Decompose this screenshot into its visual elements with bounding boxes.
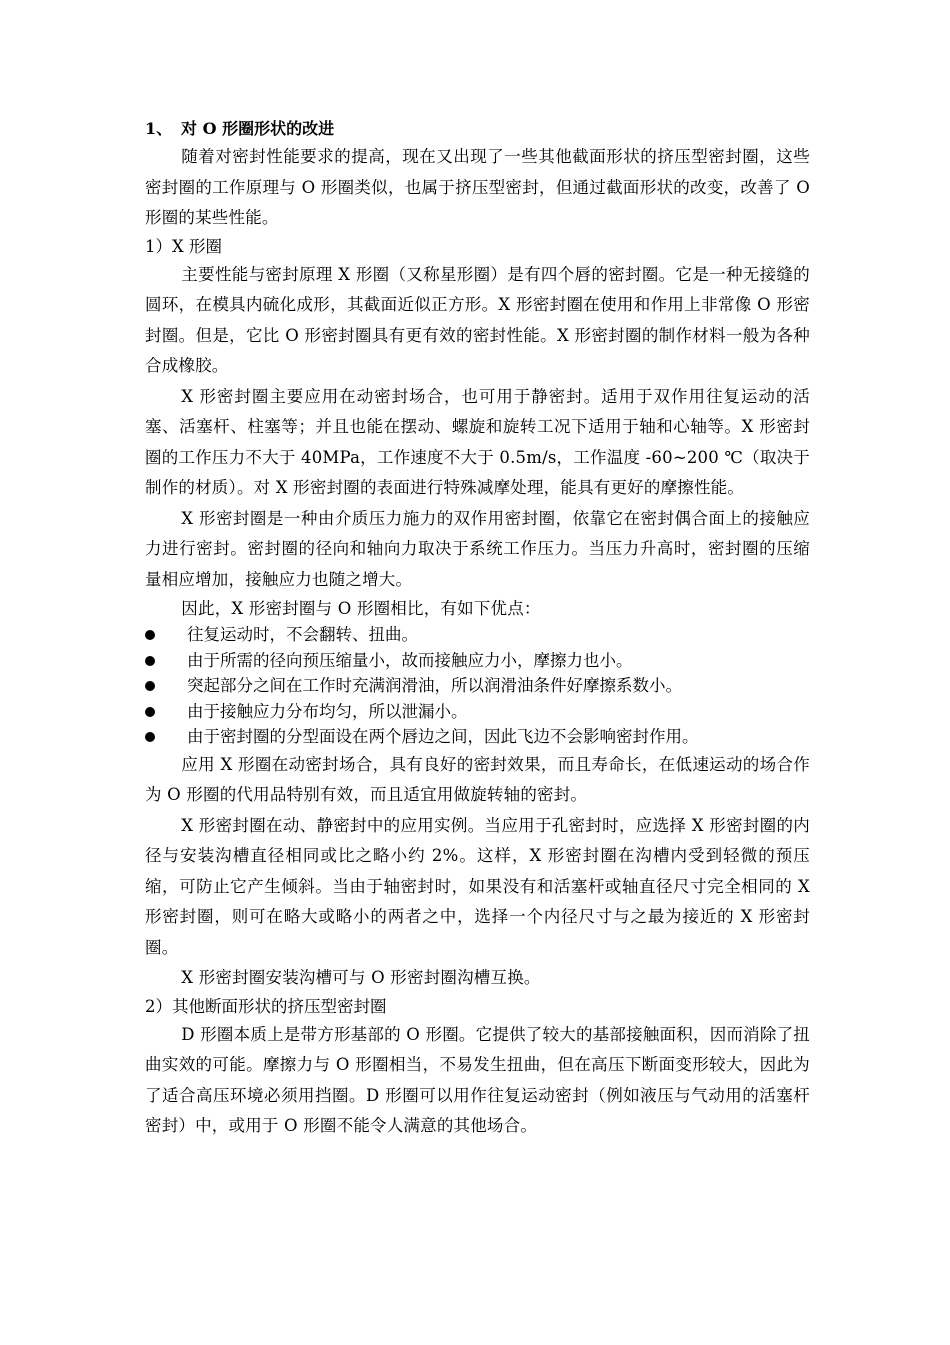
bullet-icon: [145, 707, 155, 717]
bullet-icon: [145, 656, 155, 666]
list-item: 由于密封圈的分型面设在两个唇边之间，因此飞边不会影响密封作用。: [145, 724, 810, 750]
list-item: 突起部分之间在工作时充满润滑油，所以润滑油条件好摩擦系数小。: [145, 673, 810, 699]
section-number: 1、: [145, 119, 173, 138]
advantages-intro: 因此，X 形密封圈与 O 形圈相比，有如下优点：: [181, 599, 541, 618]
section-heading: [145, 116, 810, 142]
document-page: [145, 116, 810, 1142]
bullet-icon: [145, 732, 155, 742]
other-shapes-paragraph-1: D 形圈本质上是带方形基部的 O 形圈。它提供了较大的基部接触面积，因而消除了扭曲实效的可能。摩擦力与 O 形圈相当，不易发生扭曲，但在高压下断面变形较大，因此为了适合高压环境必须用挡圈。D 形圈可以用作往复运动密封（例如液压与气动用的活塞杆密封）中，或用于 O 形圈不能令人满意的其他场合。: [145, 1024, 810, 1135]
list-item: 由于接触应力分布均匀，所以泄漏小。: [145, 699, 810, 725]
x-ring-heading: 1）X 形圈: [145, 236, 222, 256]
x-ring-paragraph-5: X 形密封圈在动、静密封中的应用实例。当应用于孔密封时，应选择 X 形密封圈的内径与安装沟槽直径相同或比之略小约 2%。这样，X 形密封圈在沟槽内受到轻微的预压缩，可防止它产生倾斜。当由于轴密封时，如果没有和活塞杆或轴直径尺寸完全相同的 X 形密封圈，则可在略大或略小的两者之中，选择一个内径尺寸与之最为接近的 X 形密封圈。: [145, 815, 810, 957]
section-intro: 随着对密封性能要求的提高，现在又出现了一些其他截面形状的挤压型密封圈，这些密封圈的工作原理与 O 形圈类似，也属于挤压型密封，但通过截面形状的改变，改善了 O 形圈的某些性能。: [145, 147, 810, 227]
advantages-list: [145, 622, 810, 750]
bullet-icon: [145, 630, 155, 640]
section-title: 对 O 形圈形状的改进: [181, 119, 335, 138]
list-item: 往复运动时，不会翻转、扭曲。: [145, 622, 810, 648]
x-ring-paragraph-2: X 形密封圈主要应用在动密封场合，也可用于静密封。适用于双作用往复运动的活塞、活塞杆、柱塞等；并且也能在摆动、螺旋和旋转工况下适用于轴和心轴等。X 形密封圈的工作压力不大于 40MPa，工作速度不大于 0.5m/s，工作温度 -60~200 ℃（取决于制作的材质）。对 X 形密封圈的表面进行特殊减摩处理，能具有更好的摩擦性能。: [145, 386, 810, 497]
bullet-icon: [145, 681, 155, 691]
x-ring-paragraph-1: 主要性能与密封原理 X 形圈（又称星形圈）是有四个唇的密封圈。它是一种无接缝的圆环，在模具内硫化成形，其截面近似正方形。X 形密封圈在使用和作用上非常像 O 形密封圈。但是，它比 O 形密封圈具有更有效的密封性能。X 形密封圈的制作材料一般为各种合成橡胶。: [145, 264, 810, 375]
x-ring-paragraph-6: X 形密封圈安装沟槽可与 O 形密封圈沟槽互换。: [181, 968, 541, 987]
list-item: 由于所需的径向预压缩量小，故而接触应力小，摩擦力也小。: [145, 648, 810, 674]
x-ring-paragraph-3: X 形密封圈是一种由介质压力施力的双作用密封圈，依靠它在密封偶合面上的接触应力进行密封。密封圈的径向和轴向力取决于系统工作压力。当压力升高时，密封圈的压缩量相应增加，接触应力也随之增大。: [145, 508, 810, 589]
other-shapes-heading: 2）其他断面形状的挤压型密封圈: [145, 996, 387, 1016]
x-ring-paragraph-4: 应用 X 形圈在动密封场合，具有良好的密封效果，而且寿命长，在低速运动的场合作为 O 形圈的代用品特别有效，而且适宜用做旋转轴的密封。: [145, 754, 810, 804]
